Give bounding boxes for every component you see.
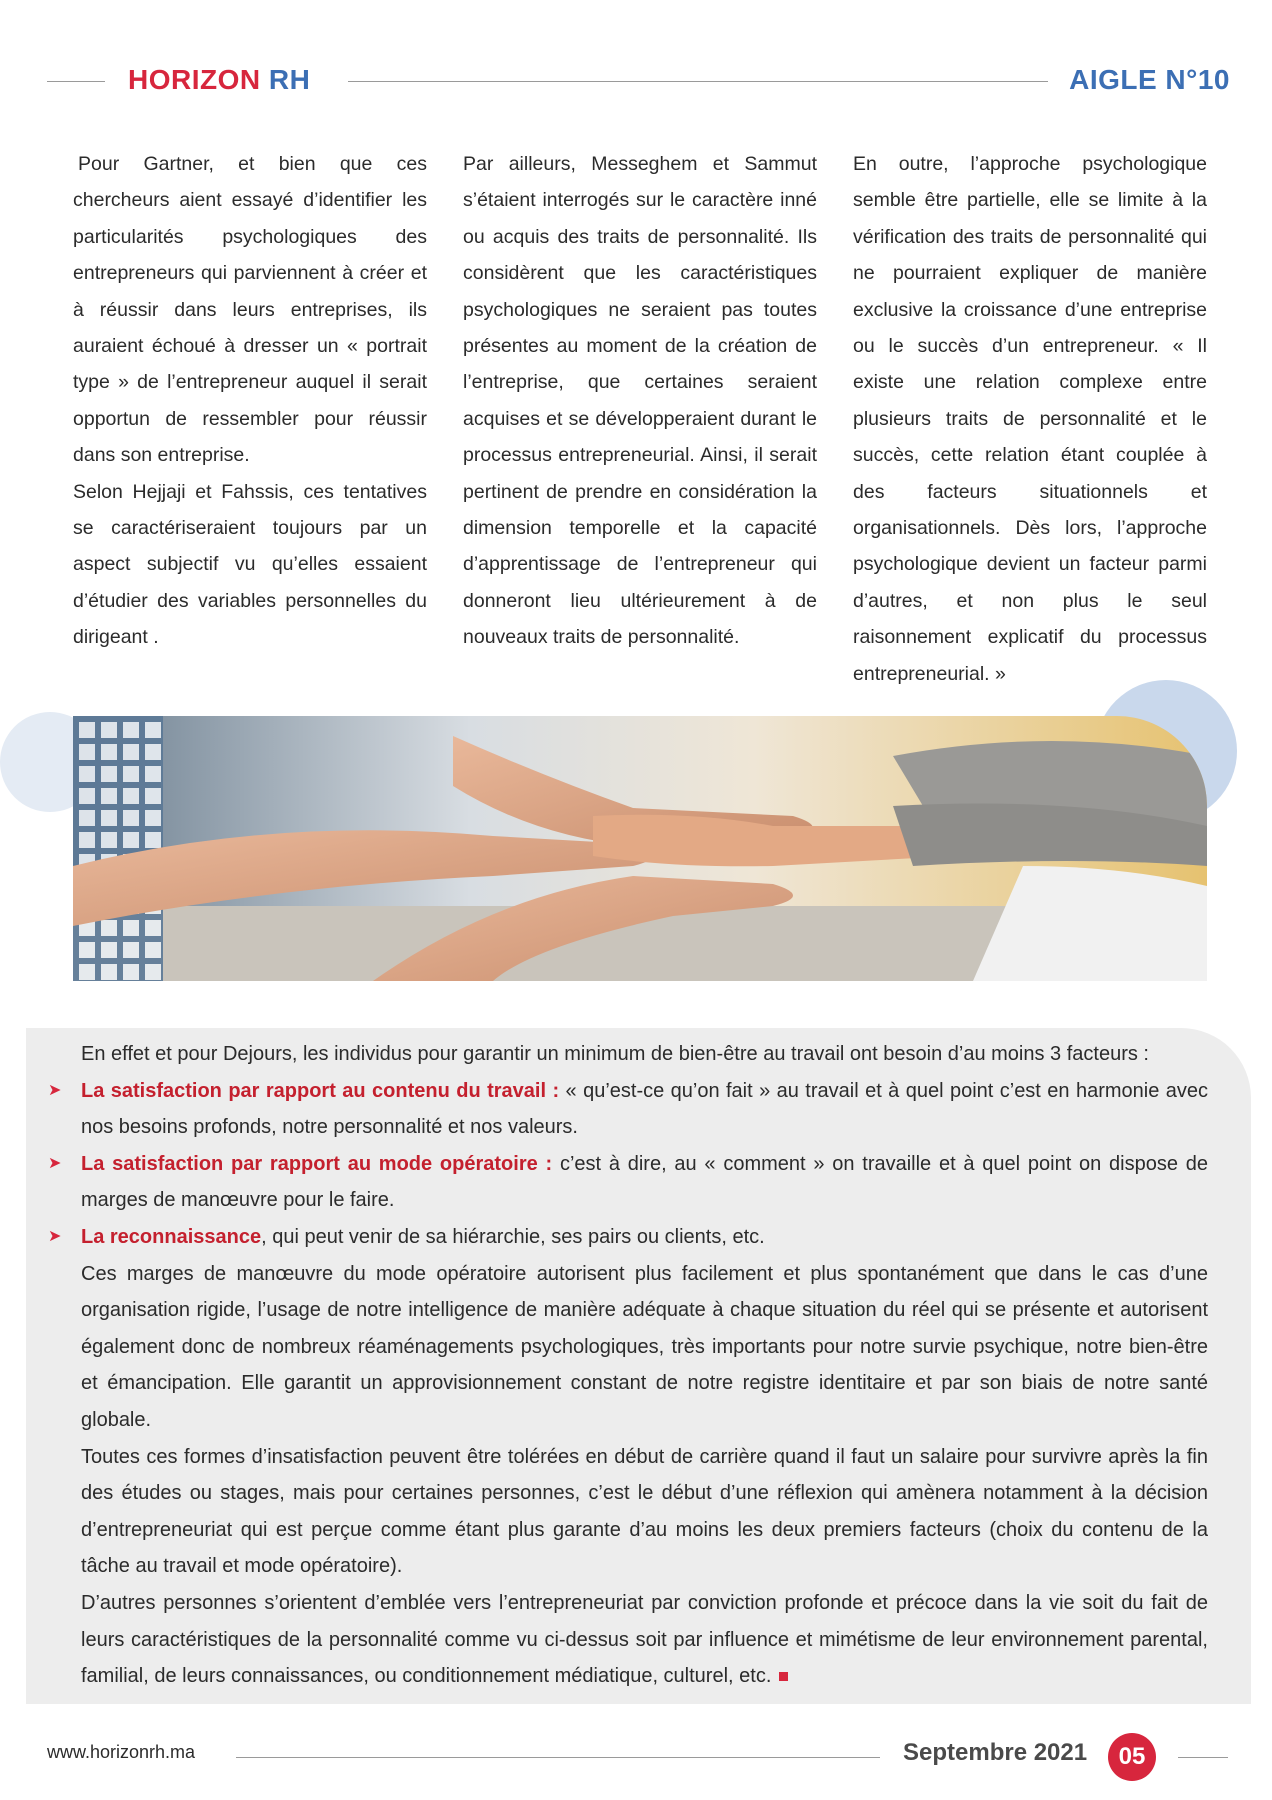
arrow-bullet-icon: ➤	[48, 1081, 62, 1099]
arrow-bullet-icon: ➤	[48, 1154, 62, 1172]
column-paragraph: Pour Gartner, et bien que ces chercheurs aient essayé d’identifier les particularités psychologiques des entrepreneurs qui parviennent à créer et à réussir dans leurs entreprises, ils auraient échoué à dresser un « portrait type » de l’entrepreneur auquel il serait opportun de ressembler pour réussir dans son entreprise.	[73, 153, 427, 467]
website-link[interactable]: www.horizonrh.ma	[47, 1742, 196, 1762]
column-paragraph: En outre, l’approche psychologique semble être partielle, elle se limite à la vérification des traits de personnalité qui ne pourraient expliquer de manière exclusive la croissance d’une entreprise ou le succès d’un entrepreneur. « Il existe une relation complexe entre plusieurs traits de personnalité et le succès, cette relation étant couplée à des facteurs situationnels et organisationnels. Dès lors, l’approche psychologique devient un facteur parmi d’autres, et non plus le seul raisonnement explicatif du processus entrepreneurial. »	[853, 153, 1207, 685]
bullet-label: La satisfaction par rapport au mode opératoire :	[81, 1152, 553, 1175]
bullet-text: « qu’est-ce qu’on fait » au travail et à quel point c’est en harmonie avec nos besoins profonds, notre personnalité et nos valeurs.	[81, 1079, 1208, 1139]
brand-logo-part1: HORIZON	[128, 64, 261, 95]
column-paragraph: Selon Hejjaji et Fahssis, ces tentatives se caractériseraient toujours par un aspect subjectif vu qu’elles essaient d’étudier des variables personnelles du dirigeant .	[73, 480, 427, 649]
footer-rule-right	[1178, 1757, 1228, 1758]
end-mark-icon	[779, 1672, 788, 1681]
brand-logo-part2: RH	[268, 64, 311, 95]
box-paragraph: Toutes ces formes d’insatisfaction peuvent être tolérées en début de carrière quand il faut un salaire pour survivre après la fin des études ou stages, mais pour certaines personnes, c’est le début d’une réflexion qui amènera notamment à la décision d’entrepreneuriat qui est perçue comme étant plus garante d’au moins les deux premiers facteurs (choix du contenu de la tâche au travail et mode opératoire).	[81, 1445, 1208, 1578]
bullet-item	[48, 1073, 1208, 1146]
bullet-item	[48, 1219, 1208, 1256]
column-paragraph: Par ailleurs, Messeghem et Sammut s’étaient interrogés sur le caractère inné ou acquis des traits de personnalité. Ils considèrent que les caractéristiques psychologiques ne seraient pas toutes présentes au moment de la création de l’entreprise, que certaines seraient acquises et se développeraient durant le processus entrepreneurial. Ainsi, il serait pertinent de prendre en considération la dimension temporelle et la capacité d’apprentissage de l’entrepreneur qui donneront lieu ultérieurement à de nouveaux traits de personnalité.	[463, 153, 817, 649]
bullet-label: La satisfaction par rapport au contenu du travail :	[81, 1079, 560, 1102]
arrow-bullet-icon: ➤	[48, 1227, 62, 1245]
bullet-label: La reconnaissance	[81, 1225, 262, 1248]
page-number-badge: 05	[1108, 1733, 1156, 1781]
teamwork-hands-illustration	[73, 716, 1207, 981]
brand-logo	[128, 64, 310, 96]
box-paragraph	[81, 1585, 1208, 1695]
footer-rule-middle	[236, 1757, 880, 1758]
box-intro: En effet et pour Dejours, les individus pour garantir un minimum de bien-être au travail ont besoin d’au moins 3 facteurs :	[81, 1043, 1149, 1065]
box-paragraph-text: D’autres personnes s’orientent d’emblée vers l’entrepreneuriat par conviction profonde et précoce dans la vie soit du fait de leurs caractéristiques de la personnalité comme vu ci-dessus soit par influence et mimétisme de leur environnement parental, familial, de leurs connaissances, ou conditionnement médiatique, culturel, etc.	[81, 1591, 1208, 1688]
header-rule-middle	[348, 81, 1048, 82]
column-2	[463, 146, 817, 656]
issue-date: Septembre 2021	[903, 1739, 1088, 1766]
column-3	[853, 146, 1207, 692]
column-1	[73, 146, 427, 656]
bullet-text: , qui peut venir de sa hiérarchie, ses pairs ou clients, etc.	[261, 1225, 765, 1248]
highlight-box-content	[48, 1036, 1208, 1695]
box-paragraph: Ces marges de manœuvre du mode opératoire autorisent plus facilement et plus spontanément que dans le cas d’une organisation rigide, l’usage de notre intelligence de manière adéquate à chaque situation du réel qui se présente et autorisent également donc de nombreux réaménagements psychologiques, très importants pour notre survie psychique, notre bien-être et émancipation. Elle garantit un approvisionnement constant de notre registre identitaire et par son biais de notre santé globale.	[81, 1262, 1208, 1431]
issue-number: AIGLE N°10	[1069, 64, 1230, 95]
bullet-item	[48, 1146, 1208, 1219]
bullet-text: c’est à dire, au « comment » on travaille et à quel point on dispose de marges de manœuvre pour le faire.	[81, 1152, 1208, 1212]
header-rule-left	[47, 81, 105, 82]
teamwork-hands-photo	[73, 716, 1207, 981]
